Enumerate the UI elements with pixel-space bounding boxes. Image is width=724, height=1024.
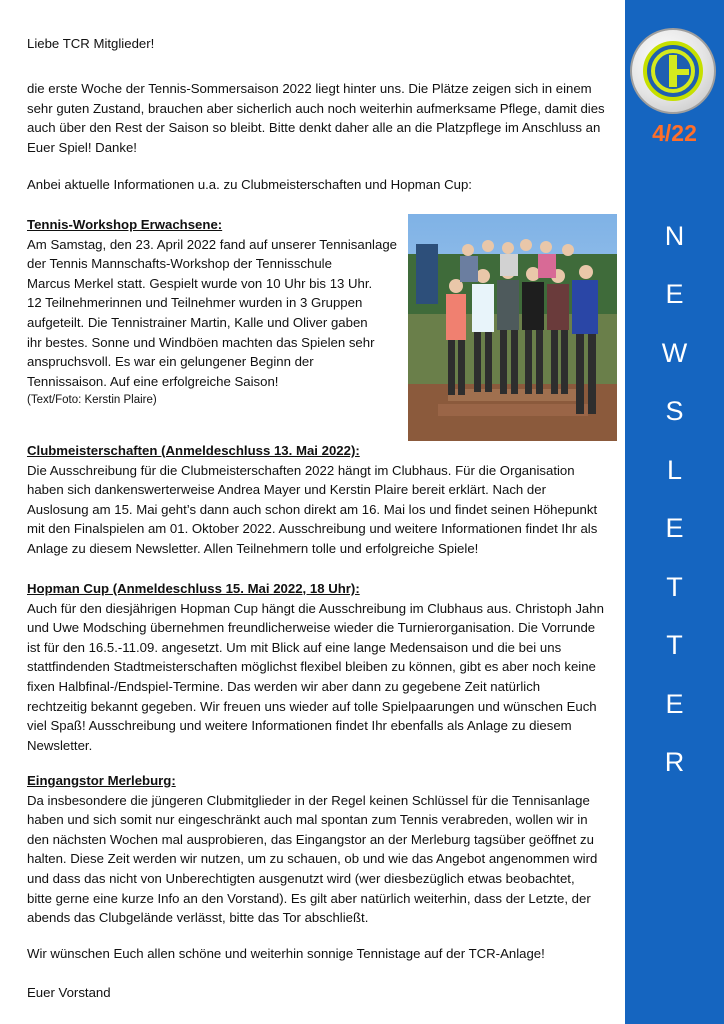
workshop-line: aufgeteilt. Die Tennistrainer Martin, Kalle und Oliver gaben (27, 314, 368, 330)
club-line: Anlage zu diesem Newsletter. Allen Teilnehmern tolle und erfolgreiche Spiele! (27, 540, 479, 556)
title-letter: E (665, 279, 684, 309)
gate-line: abends das Clubgelände verlässt, bitte das Tor abschließt. (27, 910, 369, 926)
intro-line: sehr guten Zustand, brauchen aber sicherlich auch noch weiterhin aufmerksame Pflege, damit dies (27, 100, 605, 116)
gate-line: bitte gerne eine kurze Info an den Vorstand). Es gilt aber natürlich weiterhin, dass der Letzte, der (27, 890, 591, 906)
hopman-line: stattfindenden Stadtmeisterschaften möglichst flexibel bleiben zu können, gibt es aber noch keine (27, 659, 596, 675)
hopman-line: Auch für den diesjährigen Hopman Cup hängt die Ausschreibung im Clubhaus aus. Christoph Jahn (27, 600, 604, 616)
workshop-heading: Tennis-Workshop Erwachsene: (27, 217, 223, 232)
hopman-line: Newsletter. (27, 737, 93, 753)
newsletter-sidebar (625, 0, 724, 1024)
hopman-line: rechtzeitig bekannt gegeben. Wir freuen uns wieder auf tolle Spielpaarungen und wünschen Euch (27, 698, 597, 714)
workshop-section (27, 215, 402, 411)
workshop-line: Tennissaison. Auf eine erfolgreiche Saison! (27, 373, 279, 389)
title-letter: T (666, 630, 683, 660)
title-letter: T (666, 572, 683, 602)
gate-line: und dass das nicht von Unberechtigten ausgenutzt wird (wer diesbezüglich etwas beobachtet, (27, 870, 575, 886)
gate-line: den nächsten Wochen mal ausprobieren, das Eingangstor an der Merleburg tagsüber geöffnet zu (27, 831, 594, 847)
title-letter: L (666, 455, 683, 485)
issue-number: 4/22 (652, 120, 697, 146)
workshop-group-photo (408, 214, 617, 441)
club-line: mit den Finalspielen am 01. Oktober 2022. Ausschreibung und weitere Informationen findet Ihr als (27, 521, 598, 537)
gate-section (27, 771, 605, 928)
workshop-line: Marcus Merkel statt. Gespielt wurde von 10 Uhr bis 13 Uhr. (27, 275, 373, 291)
photo-graphic (408, 214, 617, 441)
info-line: Anbei aktuelle Informationen u.a. zu Clubmeisterschaften und Hopman Cup: (27, 177, 472, 192)
club-logo (630, 28, 716, 114)
intro-line: die erste Woche der Tennis-Sommersaison 2022 liegt hinter uns. Die Plätze zeigen sich in einem (27, 81, 592, 96)
hopman-line: und Uwe Modsching übernehmen freundlicherweise wieder die Turnierorganisation. Die Vorrunde (27, 620, 596, 636)
hopman-line: ist für den 16.5.-11.09. angesetzt. Um mit Blick auf eine lange Medensaison und die bei uns (27, 639, 562, 655)
photo-credit: (Text/Foto: Kerstin Plaire) (27, 394, 157, 407)
title-letter: E (665, 513, 684, 543)
title-letter: N (664, 221, 685, 251)
signature: Euer Vorstand (27, 985, 111, 1000)
greeting: Liebe TCR Mitglieder! (27, 36, 155, 51)
intro-line: auch über den Rest der Saison so bleibt. Bitte denkt daher alle an die Platzpflege im Anschluss an (27, 120, 601, 136)
hopman-section (27, 579, 605, 755)
club-line: haben sich dankenswerterweise Andrea Mayer und Kerstin Plaire bereit erklärt. Nach der (27, 482, 546, 498)
club-logo-emblem-icon (643, 41, 703, 101)
club-heading: Clubmeisterschaften (Anmeldeschluss 13. Mai 2022): (27, 443, 360, 458)
title-letter: R (664, 747, 685, 777)
title-letter: E (665, 689, 684, 719)
title-letter: W (661, 338, 688, 368)
workshop-line: anspruchsvoll. Es war ein gelungener Beginn der (27, 354, 314, 370)
workshop-line: der Tennis Mannschafts-Workshop der Tennisschule (27, 256, 332, 272)
intro-paragraph (27, 79, 605, 157)
hopman-line: viel Spaß! Ausschreibung und weitere Informationen findet Ihr ebenfalls als Anlage zu diesem (27, 718, 572, 734)
title-letter: S (665, 396, 684, 426)
club-line: Auslosung am 15. Mai geht’s dann auch schon direkt am 16. Mai los und findet seinen Höhepunkt (27, 501, 598, 517)
hopman-line: fixen Halbfinal-/Endspiel-Termine. Das werden wir aber dann zu gegebene Zeit natürlich (27, 678, 541, 694)
hopman-heading: Hopman Cup (Anmeldeschluss 15. Mai 2022, 18 Uhr): (27, 581, 360, 596)
intro-line: Euer Spiel! Danke! (27, 139, 137, 155)
workshop-line: 12 Teilnehmerinnen und Teilnehmer wurden in 3 Gruppen (27, 295, 363, 311)
workshop-line: ihr bestes. Sonne und Windböen machten das Spielen sehr (27, 334, 375, 350)
gate-line: Da insbesondere die jüngeren Clubmitglieder in der Regel keinen Schlüssel für die Tennisanlage (27, 792, 590, 808)
gate-line: halten. Diese Zeit werden wir nutzen, um zu schauen, ob und wie das Angebot angenommen wird (27, 851, 598, 867)
club-logo-mark-icon (647, 45, 699, 97)
workshop-line: Am Samstag, den 23. April 2022 fand auf unserer Tennisanlage (27, 236, 397, 252)
closing-line: Wir wünschen Euch allen schöne und weiterhin sonnige Tennistage auf der TCR-Anlage! (27, 946, 545, 961)
gate-heading: Eingangstor Merleburg: (27, 773, 176, 788)
club-line: Die Ausschreibung für die Clubmeisterschaften 2022 hängt im Clubhaus. Für die Organisation (27, 462, 575, 478)
club-section (27, 441, 605, 559)
gate-line: haben und sich somit nur eingeschränkt auch mal spontan zum Tennis verabreden, wollen wir in (27, 812, 588, 828)
